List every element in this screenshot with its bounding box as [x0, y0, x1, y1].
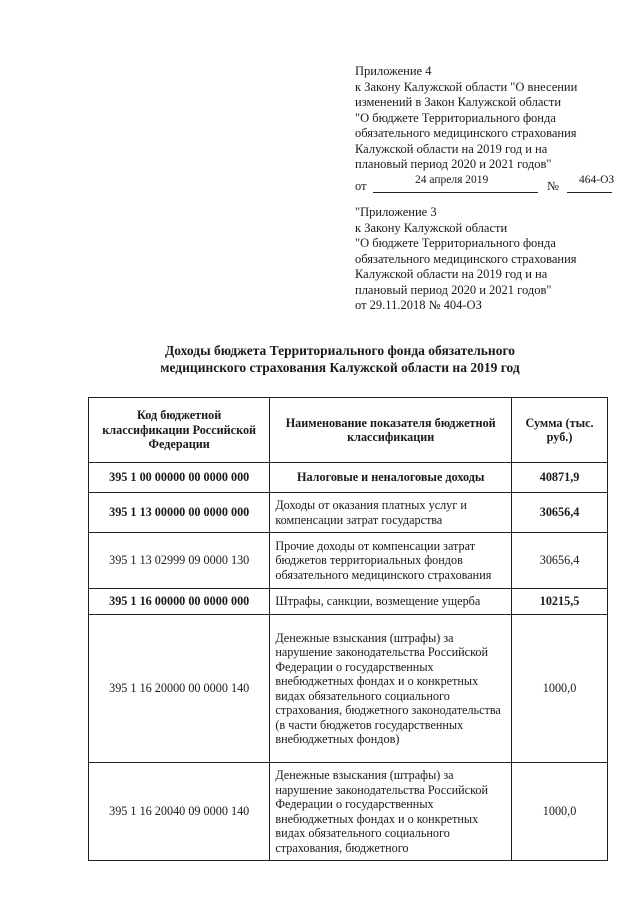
appendix2-line: к Закону Калужской области — [355, 220, 508, 235]
appendix2-line: от 29.11.2018 № 404-ОЗ — [355, 298, 482, 312]
row-code: 395 1 00 00000 00 0000 000 — [89, 463, 270, 493]
number-underline — [567, 192, 612, 193]
budget-income-table — [88, 397, 608, 861]
appendix-line: плановый период 2020 и 2021 годов" — [355, 157, 552, 171]
table-row — [89, 533, 608, 589]
appendix-line: Приложение 4 — [355, 64, 432, 78]
row-sum: 10215,5 — [512, 589, 608, 615]
appendix2-line: Калужской области на 2019 год и на — [355, 267, 548, 281]
row-name: Штрафы, санкции, возмещение ущерба — [270, 589, 512, 615]
appendix-previous — [355, 205, 625, 314]
law-number: 464-ОЗ — [579, 173, 615, 186]
appendix2-line: обязательного медицинского страхования — [355, 251, 577, 266]
appendix-header — [355, 64, 625, 197]
appendix-line: Калужской области на 2019 год и на — [355, 141, 548, 156]
appendix2-line: плановый период 2020 и 2021 годов" — [355, 282, 552, 297]
row-sum: 1000,0 — [512, 615, 608, 763]
row-name: Налоговые и неналоговые доходы — [270, 463, 512, 493]
row-name: Прочие доходы от компенсации затрат бюджетов территориальных фондов обязательного медицинского страхования — [270, 533, 512, 589]
row-code: 395 1 13 02999 09 0000 130 — [89, 533, 270, 589]
appendix-line: "О бюджете Территориального фонда — [355, 110, 556, 125]
table-row — [89, 763, 608, 861]
header-name: Наименование показателя бюджетной классификации — [270, 398, 512, 463]
appendix2-line: "О бюджете Территориального фонда — [355, 236, 556, 250]
row-sum: 30656,4 — [512, 493, 608, 533]
header-sum: Сумма (тыс. руб.) — [512, 398, 608, 463]
row-code: 395 1 16 00000 00 0000 000 — [89, 589, 270, 615]
table-header-row — [89, 398, 608, 463]
table-row — [89, 493, 608, 533]
table-row — [89, 463, 608, 493]
row-code: 395 1 16 20040 09 0000 140 — [89, 763, 270, 861]
appendix-line: обязательного медицинского страхования — [355, 126, 577, 140]
ot-label: от — [355, 178, 367, 193]
row-name: Денежные взыскания (штрафы) за нарушение законодательства Российской Федерации о государственных внебюджетных фондах и о конкретных видах обязательного социального страхования, бюджетного законодательства (в части бюджетов государственных внебюджетных фондов) — [270, 615, 512, 763]
row-code: 395 1 16 20000 00 0000 140 — [89, 615, 270, 763]
row-sum: 40871,9 — [512, 463, 608, 493]
number-label: № — [547, 178, 559, 193]
row-code: 395 1 13 00000 00 0000 000 — [89, 493, 270, 533]
title-line-2: медицинского страхования Калужской области на 2019 год — [160, 360, 520, 375]
date-underline — [373, 192, 538, 193]
header-code: Код бюджетной классификации Российской Федерации — [89, 398, 270, 463]
appendix-line: к Закону Калужской области "О внесении — [355, 79, 578, 94]
row-sum: 1000,0 — [512, 763, 608, 861]
title-line-1: Доходы бюджета Территориального фонда обязательного — [164, 343, 515, 358]
appendix-line: изменений в Закон Калужской области — [355, 95, 562, 109]
appendix2-line: "Приложение 3 — [355, 205, 437, 219]
row-name: Денежные взыскания (штрафы) за нарушение законодательства Российской Федерации о государственных внебюджетных фондах и о конкретных видах обязательного социального страхования, бюджетного — [270, 763, 512, 861]
table-row — [89, 615, 608, 763]
law-date: 24 апреля 2019 — [415, 173, 489, 186]
row-sum: 30656,4 — [512, 533, 608, 589]
table-row — [89, 589, 608, 615]
row-name: Доходы от оказания платных услуг и компенсации затрат государства — [270, 493, 512, 533]
document-title — [120, 342, 560, 376]
signature-row — [355, 173, 625, 197]
